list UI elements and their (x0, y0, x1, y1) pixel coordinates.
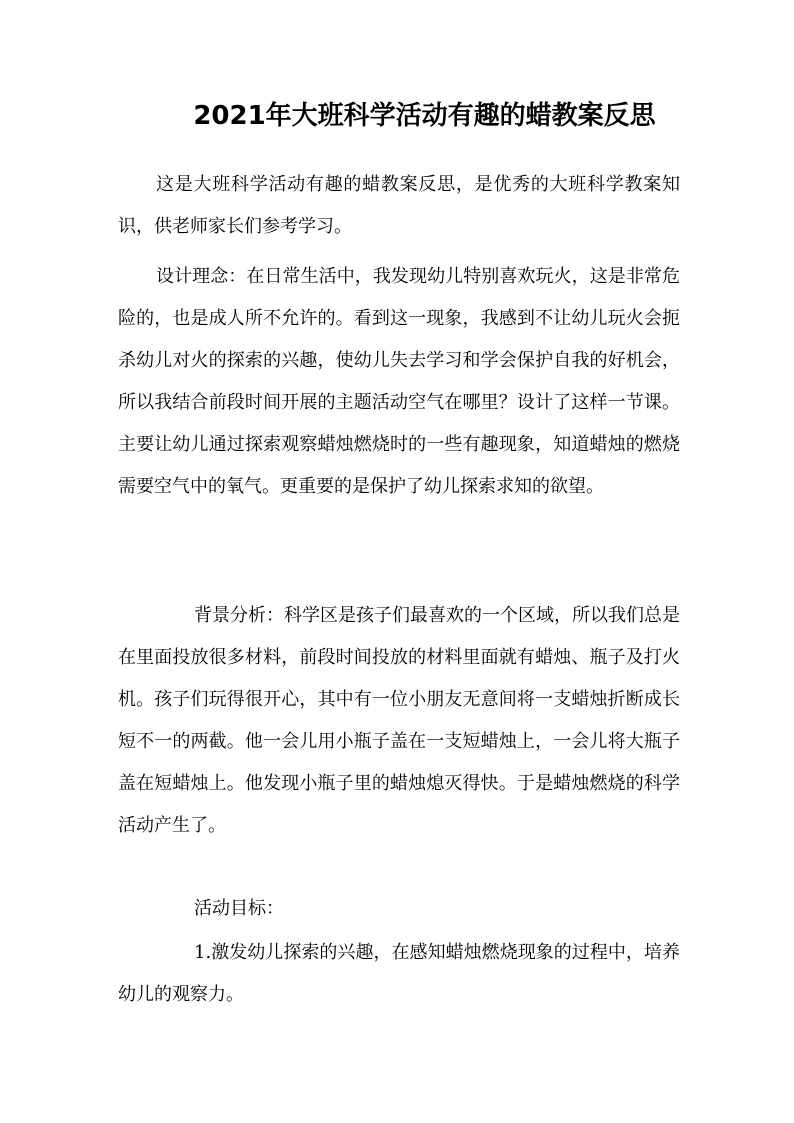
intro-paragraph: 这是大班科学活动有趣的蜡教案反思，是优秀的大班科学教案知识，供老师家长们参考学习。 (118, 174, 680, 237)
background-analysis-paragraph: 背景分析：科学区是孩子们最喜欢的一个区域，所以我们总是在里面投放很多材料，前段时间投放的材料里面就有蜡烛、瓶子及打火机。孩子们玩得很开心，其中有一位小朋友无意间将一支蜡烛折断成长短不一的两截。他一会儿用小瓶子盖在一支短蜡烛上，一会儿将大瓶子盖在短蜡烛上。他发现小瓶子里的蜡烛熄灭得快。于是蜡烛燃烧的科学活动产生了。 (118, 605, 680, 836)
activity-goal-item: 1.激发幼儿探索的兴趣，在感知蜡烛燃烧现象的过程中，培养幼儿的观察力。 (118, 942, 680, 1005)
activity-goals-heading: 活动目标： (194, 898, 284, 919)
document-title: 2021年大班科学活动有趣的蜡教案反思 (193, 101, 656, 131)
design-concept-paragraph: 设计理念：在日常生活中，我发现幼儿特别喜欢玩火，这是非常危险的，也是成人所不允许的。看到这一现象，我感到不让幼儿玩火会扼杀幼儿对火的探索的兴趣，使幼儿失去学习和学会保护自我的好机会，所以我结合前段时间开展的主题活动空气在哪里？设计了这样一节课。主要让幼儿通过探索观察蜡烛燃烧时的一些有趣现象，知道蜡烛的燃烧需要空气中的氧气。更重要的是保护了幼儿探索求知的欲望。 (118, 266, 680, 497)
